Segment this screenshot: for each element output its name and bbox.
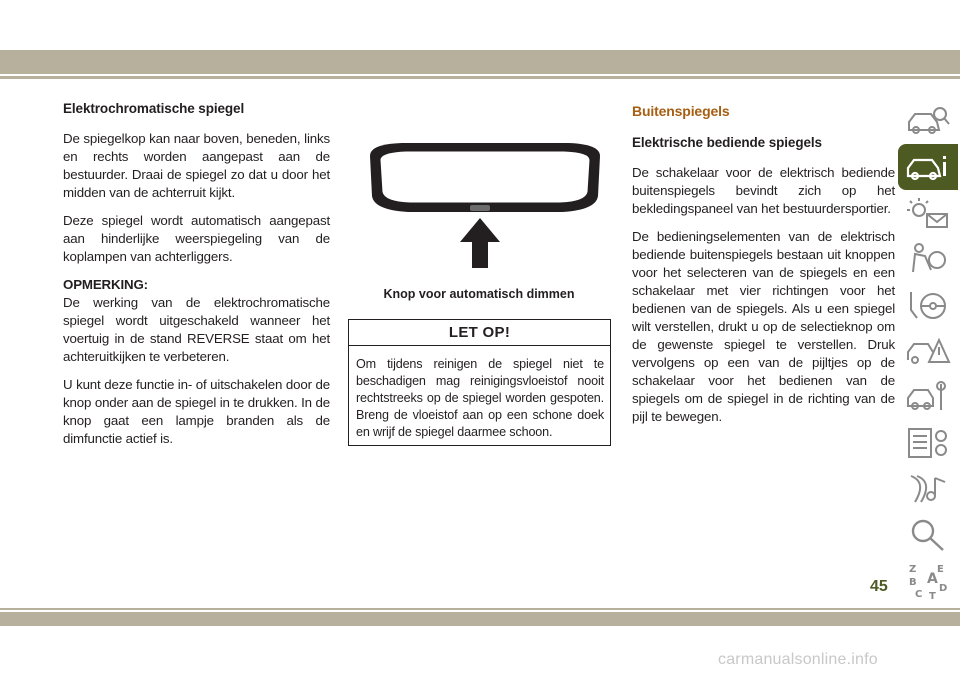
bottom-band-rule bbox=[0, 608, 960, 610]
tab-multimedia[interactable] bbox=[898, 466, 958, 512]
index-letters-icon bbox=[905, 561, 951, 601]
paragraph: De spiegelkop kan naar boven, beneden, links en rechts worden aangepast aan de bestuurder. Draai de spiegel zo dat u door het midden van de achterruit kijkt. bbox=[63, 131, 330, 200]
paragraph: De schakelaar voor de elektrisch bediende buitenspiegels bevindt zich op het bekledingspaneel van het bestuurdersportier. bbox=[632, 165, 895, 216]
car-info-icon bbox=[905, 150, 951, 184]
index-letter-d: D bbox=[939, 583, 948, 594]
figure-caption: Knop voor automatisch dimmen bbox=[383, 287, 575, 301]
tab-index[interactable] bbox=[898, 558, 958, 604]
tab-car-info[interactable] bbox=[898, 144, 958, 190]
car-wrench-icon bbox=[905, 380, 951, 414]
seat-airbag-icon bbox=[905, 242, 951, 276]
mirror-figure bbox=[362, 140, 608, 300]
music-nav-icon bbox=[905, 472, 951, 506]
heading-elektrochromatische-spiegel: Elektrochromatische spiegel bbox=[63, 101, 245, 116]
magnifier-icon bbox=[905, 518, 951, 552]
right-column bbox=[632, 100, 895, 436]
top-band-rule bbox=[0, 76, 960, 79]
paragraph: U kunt deze functie in- of uitschakelen door de knop onder aan de spiegel in te drukken. In de knop gaat een lampje branden als de dimfunctie actief is. bbox=[63, 377, 330, 446]
bottom-band bbox=[0, 612, 960, 626]
index-letter-z: Z bbox=[909, 564, 917, 575]
index-letter-a: A bbox=[927, 571, 938, 587]
list-gears-icon bbox=[905, 426, 951, 460]
index-letter-e: E bbox=[937, 564, 944, 575]
note-text: De werking van de elektrochromatische spiegel wordt uitgeschakeld wanneer het voertuig in de stand REVERSE staat om het achteruitkijken te verbeteren. bbox=[63, 295, 330, 364]
warning-light-mail-icon bbox=[905, 196, 951, 230]
tab-car-search[interactable] bbox=[898, 98, 958, 144]
arrow-icon bbox=[460, 218, 500, 268]
left-column bbox=[63, 100, 330, 458]
note-label: OPMERKING: bbox=[63, 277, 148, 292]
caution-text: Om tijdens reinigen de spiegel niet te beschadigen mag reinigingsvloeistof nooit rechtstreeks op de spiegel worden gespoten. Breng de vloeistof aan op een schone doek en wrijf de spiegel daarmee schoon. bbox=[356, 357, 604, 439]
chapter-tabs bbox=[898, 98, 960, 604]
tab-technical-specs[interactable] bbox=[898, 420, 958, 466]
section-title-buitenspiegels: Buitenspiegels bbox=[632, 103, 730, 119]
heading-elektrische-spiegels: Elektrische bediende spiegels bbox=[632, 135, 822, 150]
tab-emergency[interactable] bbox=[898, 328, 958, 374]
tab-maintenance[interactable] bbox=[898, 374, 958, 420]
paragraph: Deze spiegel wordt automatisch aangepast aan hinderlijke weerspiegeling van de koplampen van achterliggers. bbox=[63, 213, 330, 264]
car-search-icon bbox=[905, 104, 951, 138]
tab-safety[interactable] bbox=[898, 236, 958, 282]
paragraph: De bedieningselementen van de elektrisch bediende buitenspiegels bestaan uit knoppen voor het selecteren van de spiegels en een schakelaar met vier richtingen voor het bedienen van de spiegels. Als u een spiegel wilt verstellen, drukt u op de selectieknop om de gewenste spiegel te verstellen. Druk vervolgens op een van de pijltjes op de schakelaar voor het bedienen van de spiegels om de spiegel in de richting van de pijl te bewegen. bbox=[632, 229, 895, 424]
rearview-mirror-illustration bbox=[362, 140, 608, 300]
caution-box bbox=[348, 319, 611, 446]
steering-wheel-icon bbox=[905, 288, 951, 322]
caution-title: LET OP! bbox=[349, 320, 610, 346]
page-number: 45 bbox=[870, 578, 888, 595]
note bbox=[63, 276, 330, 366]
index-letter-b: B bbox=[909, 577, 917, 588]
tab-starting-driving[interactable] bbox=[898, 282, 958, 328]
car-warning-icon bbox=[905, 334, 951, 368]
top-band bbox=[0, 50, 960, 74]
watermark: carmanualsonline.info bbox=[718, 651, 878, 668]
tab-warning-lights[interactable] bbox=[898, 190, 958, 236]
tab-customer-assistance[interactable] bbox=[898, 512, 958, 558]
index-letter-t: T bbox=[929, 591, 936, 601]
index-letter-c: C bbox=[915, 589, 923, 600]
dim-button bbox=[470, 205, 490, 211]
